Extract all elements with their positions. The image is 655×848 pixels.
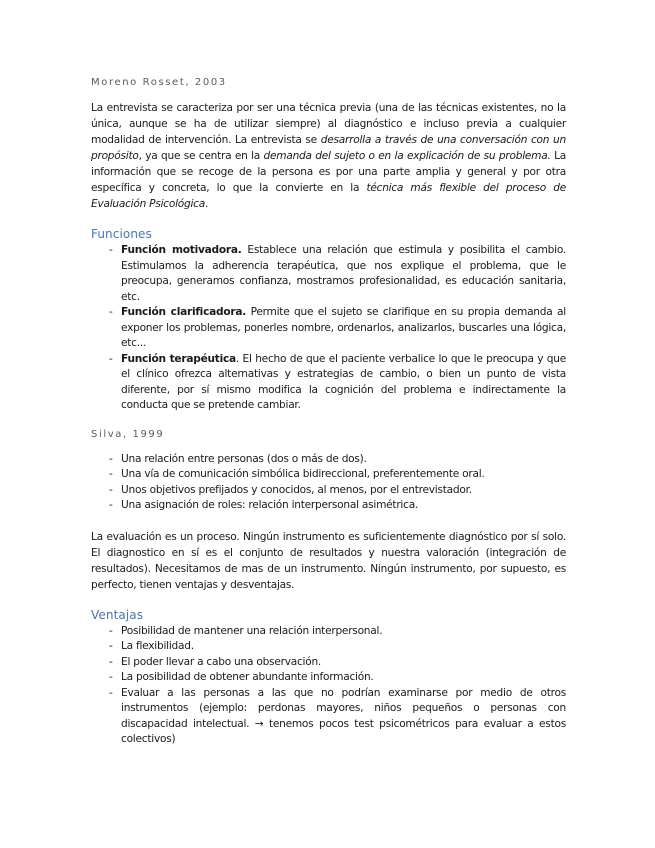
- source-citation-silva: Silva, 1999: [91, 428, 165, 440]
- list-item: [109, 305, 566, 352]
- list-item: [109, 352, 566, 414]
- list-item-bold: Función motivadora.: [121, 244, 242, 256]
- list-item-bold: Función terapéutica: [121, 352, 236, 365]
- list-item: - El poder llevar a cabo una observación.: [109, 655, 566, 671]
- list-item-text: Establece una relación que estimula y posibilita el cambio. Estimulamos la adherencia terapéutica, que nos explique el problema, que le preocupa, generamos confianza, mostramos profesionalidad, es educación sanitaria, etc.: [121, 244, 566, 303]
- intro-text-3: La información que se recoge de la persona es por una parte amplia y general y por otra específica y concreta, lo que la convierte en la: [91, 150, 566, 194]
- list-item: - Posibilidad de mantener una relación interpersonal.: [109, 624, 566, 640]
- list-item: - Una asignación de roles: relación interpersonal asimétrica.: [109, 498, 566, 514]
- intro-italic-3: técnica más flexible del proceso de Evaluación Psicológica: [91, 182, 566, 210]
- intro-text-1: La entrevista se caracteriza por ser una técnica previa (una de las técnicas existentes, no la única, aunque se ha de utilizar siempre) al diagnóstico e incluso previa a cualquier modalidad de intervención. La entrevista se: [91, 102, 566, 146]
- funciones-heading: Funciones: [91, 227, 152, 241]
- intro-text-2: , ya que se centra en la: [138, 150, 264, 162]
- list-item: - Evaluar a las personas a las que no podrían examinarse por medio de otros instrumentos (ejemplo: perdonas mayores, niños pequeños o personas con discapacidad intelectual. → tenemos pocos test psicométricos para evaluar a estos colectivos): [109, 686, 566, 748]
- funciones-list: [109, 243, 566, 414]
- list-item: - Una vía de comunicación simbólica bidireccional, preferentemente oral.: [109, 467, 566, 483]
- intro-text-4: .: [205, 198, 209, 210]
- evaluacion-paragraph: La evaluación es un proceso. Ningún instrumento es suficientemente diagnóstico por sí solo. El diagnostico en sí es el conjunto de resultados y nuestra valoración (integración de resultados). Necesitamos de mas de un instrumento. Ningún instrumento, por supuesto, es perfecto, tienen ventajas y desventajas.: [91, 530, 566, 591]
- list-item: - La posibilidad de obtener abundante información.: [109, 670, 566, 686]
- source-citation-moreno: Moreno Rosset, 2003: [91, 77, 227, 88]
- list-item-text: . El hecho de que el paciente verbalice lo que le preocupa y que el clínico ofrezca alternativas y estrategias de cambio, o bien un punto de vista diferente, por sí mismo modifica la cognición del problema e indirectamente la conducta que se pretende cambiar.: [121, 352, 566, 411]
- intro-italic-2: demanda del sujeto o en la explicación de su problema.: [263, 150, 551, 162]
- ventajas-heading: Ventajas: [91, 607, 144, 622]
- silva-list: [109, 452, 566, 514]
- list-item-bold: Función clarificadora.: [121, 306, 247, 318]
- list-item: - La flexibilidad.: [109, 639, 566, 655]
- list-item: - Unos objetivos prefijados y conocidos, al menos, por el entrevistador.: [109, 483, 566, 499]
- intro-paragraph: [91, 100, 566, 212]
- ventajas-list: [109, 624, 566, 748]
- list-item: - Una relación entre personas (dos o más de dos).: [109, 452, 566, 468]
- list-item: [109, 243, 566, 305]
- list-item-text: Permite que el sujeto se clarifique en su propia demanda al exponer los problemas, ponerles nombre, ordenarlos, analizarlos, buscarles una lógica, etc...: [121, 306, 566, 349]
- intro-italic-1: desarrolla a través de una conversación con un propósito: [91, 134, 566, 162]
